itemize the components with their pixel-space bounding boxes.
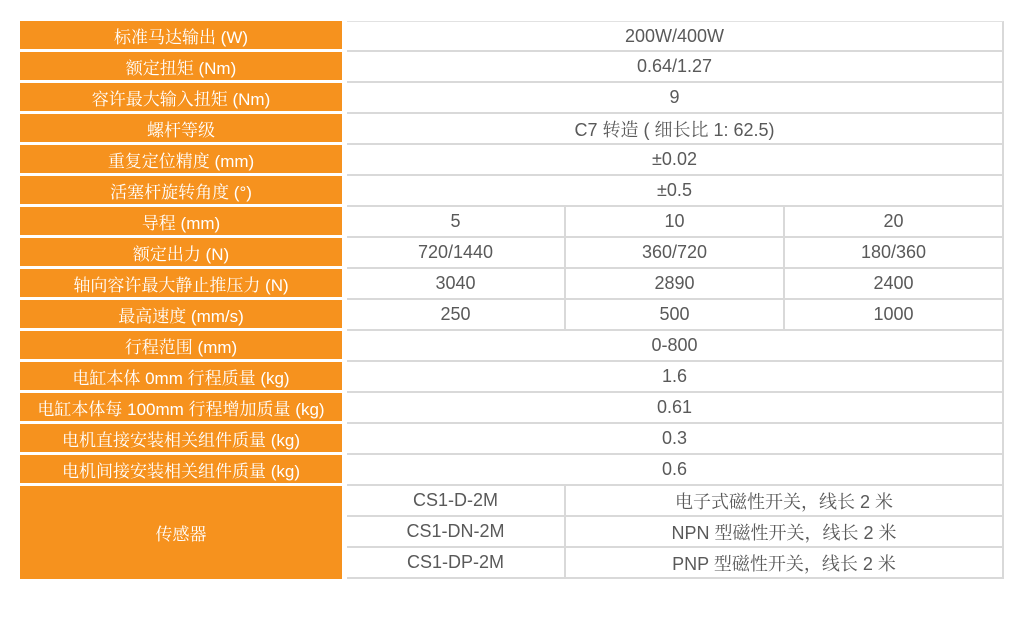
spec-row xyxy=(20,21,1004,52)
sensor-model: CS1-DN-2M xyxy=(347,517,566,548)
spec-row xyxy=(20,238,1004,269)
spec-value-col1: 250 xyxy=(347,300,566,331)
sensor-model: CS1-DP-2M xyxy=(347,548,566,579)
spec-row xyxy=(20,52,1004,83)
spec-value-col1: 3040 xyxy=(347,269,566,300)
spec-label: 最高速度 (mm/s) xyxy=(20,300,342,331)
spec-label: 电机间接安装相关组件质量 (kg) xyxy=(20,455,342,486)
spec-value: 1.6 xyxy=(347,362,1004,393)
spec-value-col1: 720/1440 xyxy=(347,238,566,269)
sensor-description: NPN 型磁性开关，线长 2 米 xyxy=(566,517,1004,548)
spec-row xyxy=(20,207,1004,238)
spec-value: 0.64/1.27 xyxy=(347,52,1004,83)
sensor-model: CS1-D-2M xyxy=(347,486,566,517)
spec-label: 轴向容许最大静止推压力 (N) xyxy=(20,269,342,300)
spec-label: 额定扭矩 (Nm) xyxy=(20,52,342,83)
spec-value-col3: 180/360 xyxy=(785,238,1004,269)
spec-value-col3: 20 xyxy=(785,207,1004,238)
spec-row xyxy=(20,455,1004,486)
spec-row xyxy=(20,300,1004,331)
spec-row xyxy=(20,393,1004,424)
spec-value-col2: 500 xyxy=(566,300,785,331)
spec-value: 0.6 xyxy=(347,455,1004,486)
spec-label: 活塞杆旋转角度 (°) xyxy=(20,176,342,207)
spec-row xyxy=(20,114,1004,145)
spec-value: 0.3 xyxy=(347,424,1004,455)
spec-label: 电缸本体 0mm 行程质量 (kg) xyxy=(20,362,342,393)
spec-value: C7 转造 ( 细长比 1: 62.5) xyxy=(347,114,1004,145)
spec-value-col2: 360/720 xyxy=(566,238,785,269)
spec-value-col3: 1000 xyxy=(785,300,1004,331)
sensor-description: PNP 型磁性开关，线长 2 米 xyxy=(566,548,1004,579)
spec-label: 电缸本体每 100mm 行程增加质量 (kg) xyxy=(20,393,342,424)
spec-value-col1: 5 xyxy=(347,207,566,238)
spec-label: 标准马达输出 (W) xyxy=(20,21,342,52)
spec-label: 电机直接安装相关组件质量 (kg) xyxy=(20,424,342,455)
spec-row xyxy=(20,145,1004,176)
spec-label: 螺杆等级 xyxy=(20,114,342,145)
spec-value-col2: 2890 xyxy=(566,269,785,300)
sensor-row xyxy=(20,486,1004,517)
sensor-label: 传感器 xyxy=(20,486,342,579)
spec-row xyxy=(20,424,1004,455)
spec-label: 重复定位精度 (mm) xyxy=(20,145,342,176)
spec-value-col2: 10 xyxy=(566,207,785,238)
spec-row xyxy=(20,269,1004,300)
spec-table xyxy=(20,21,1004,579)
spec-value: ±0.5 xyxy=(347,176,1004,207)
spec-value: ±0.02 xyxy=(347,145,1004,176)
spec-label: 行程范围 (mm) xyxy=(20,331,342,362)
spec-value: 200W/400W xyxy=(347,21,1004,52)
spec-value: 0-800 xyxy=(347,331,1004,362)
sensor-description: 电子式磁性开关，线长 2 米 xyxy=(566,486,1004,517)
spec-value-col3: 2400 xyxy=(785,269,1004,300)
spec-row xyxy=(20,362,1004,393)
spec-row xyxy=(20,176,1004,207)
spec-row xyxy=(20,331,1004,362)
spec-row xyxy=(20,83,1004,114)
spec-value: 9 xyxy=(347,83,1004,114)
spec-label: 额定出力 (N) xyxy=(20,238,342,269)
spec-label: 容许最大输入扭矩 (Nm) xyxy=(20,83,342,114)
spec-label: 导程 (mm) xyxy=(20,207,342,238)
spec-value: 0.61 xyxy=(347,393,1004,424)
